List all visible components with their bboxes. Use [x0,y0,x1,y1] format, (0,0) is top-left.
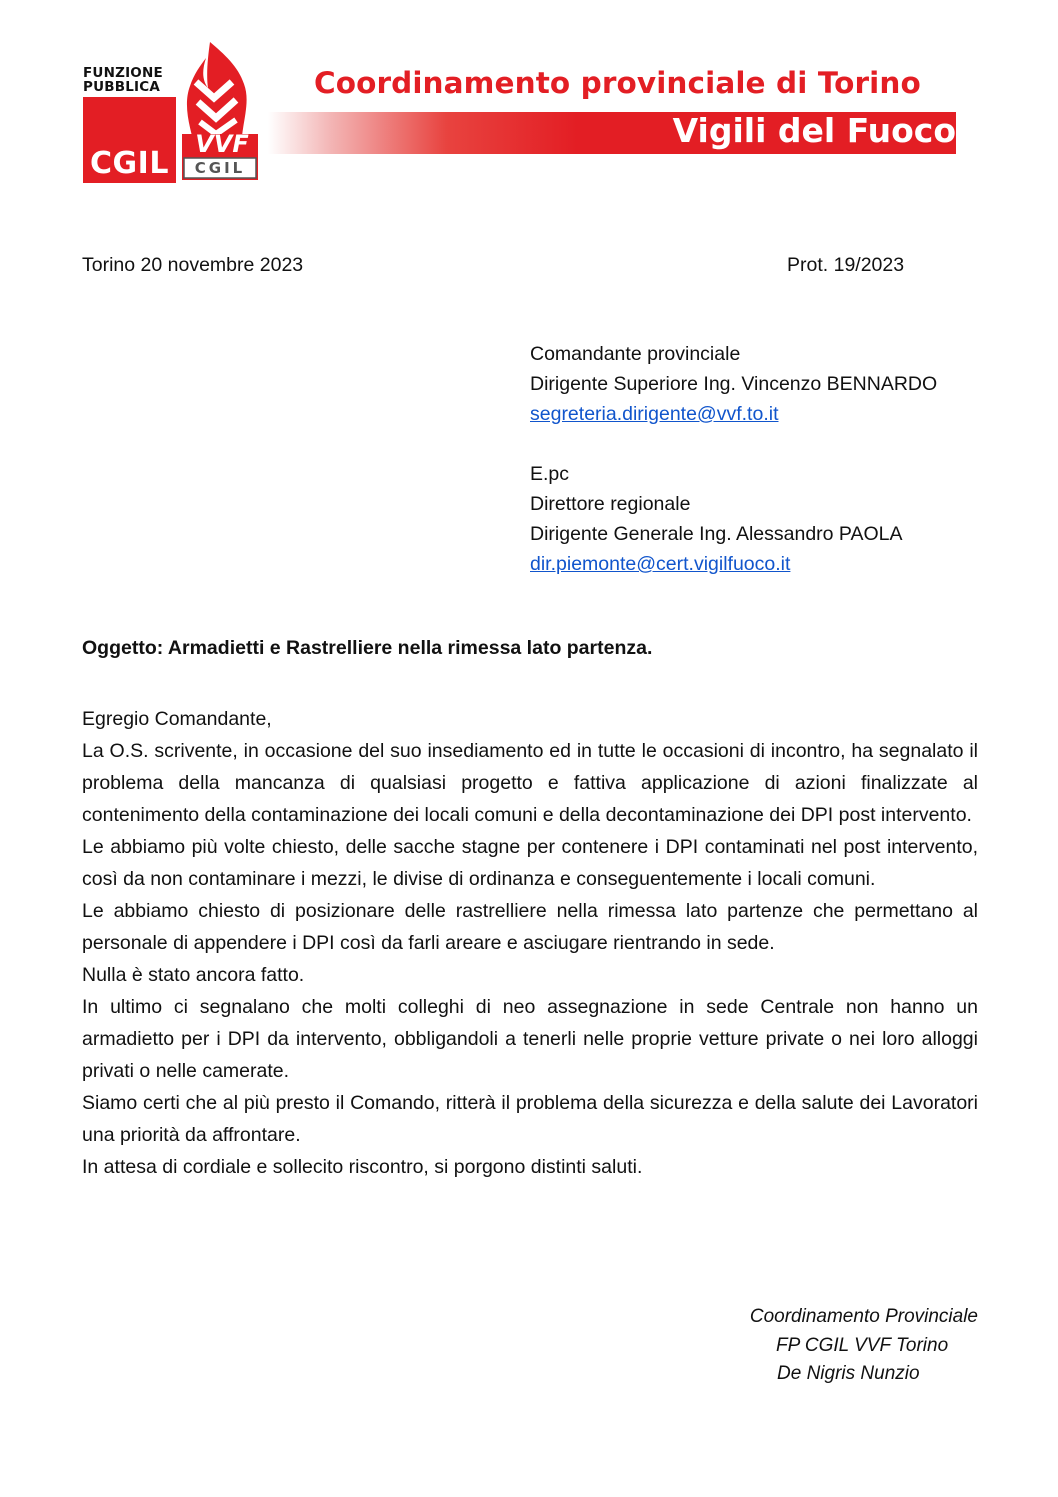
recipient-role: Comandante provinciale [530,343,741,365]
signature-block [740,1303,980,1389]
cc-label: E.pc [530,463,570,485]
body-paragraph: Le abbiamo chiesto di posizionare delle rastrelliere nella rimessa lato partenze che permettano al personale di appendere i DPI così da farli areare e asciugare rientrando in sede. [82,900,978,954]
vvf-cgil-text: CGIL [194,159,246,177]
greeting: Egregio Comandante, [82,708,272,730]
body-paragraph: Siamo certi che al più presto il Comando, ritterà il problema della sicurezza e della salute dei Lavoratori una priorità da affrontare. [82,1092,978,1146]
body-paragraph: Nulla è stato ancora fatto. [82,964,305,986]
letter-subject: Oggetto: Armadietti e Rastrelliere nella rimessa lato partenza. [82,637,653,659]
fp-line1: FUNZIONE [83,65,163,81]
cc-recipient-role: Direttore regionale [530,493,691,515]
recipient-email-link[interactable]: segreteria.dirigente@vvf.to.it [530,403,779,425]
recipients-block [530,339,937,579]
vvf-cgil-logo [180,40,260,182]
signature-line1: Coordinamento Provinciale [749,1306,978,1327]
cc-recipient-name: Dirigente Generale Ing. Alessandro PAOLA [530,523,903,545]
protocol-number: Prot. 19/2023 [787,254,905,276]
cgil-logo-text: CGIL [90,146,169,181]
body-paragraph: In ultimo ci segnalano che molti colleghi di neo assegnazione in sede Centrale non hanno un armadietto per i DPI da intervento, obbligandoli a tenerli nelle proprie vetture private o nei loro alloggi privati o nelle camerate. [82,996,978,1082]
body-paragraph: In attesa di cordiale e sollecito riscontro, si porgono distinti saluti. [82,1156,643,1178]
letter-date: Torino 20 novembre 2023 [82,254,304,276]
signature-line3: De Nigris Nunzio [777,1363,920,1384]
recipient-name: Dirigente Superiore Ing. Vincenzo BENNARDO [530,373,938,395]
letterhead-subtitle: Vigili del Fuoco [672,111,956,150]
fp-logo-text [83,66,163,94]
fp-cgil-logo [83,64,176,182]
body-paragraph: La O.S. scrivente, in occasione del suo insediamento ed in tutte le occasioni di incontro, ha segnalato il problema della mancanza di qualsiasi progetto e fattiva applicazione di azioni finalizzate al contenimento della contaminazione dei locali comuni e della decontaminazione dei DPI post intervento. [82,740,978,826]
fp-line2: PUBBLICA [83,79,161,95]
letter-body [82,703,978,1183]
cc-recipient-email-link[interactable]: dir.piemonte@cert.vigilfuoco.it [530,553,791,575]
body-paragraph: Le abbiamo più volte chiesto, delle sacche stagne per contenere i DPI contaminati nel post intervento, così da non contaminare i mezzi, le divise di ordinanza e conseguentemente i locali comuni. [82,836,978,890]
cgil-red-box [83,97,176,183]
letterhead-title: Coordinamento provinciale di Torino [314,66,921,100]
vvf-logo-text: VVF [195,130,249,158]
signature-line2: FP CGIL VVF Torino [776,1334,949,1356]
